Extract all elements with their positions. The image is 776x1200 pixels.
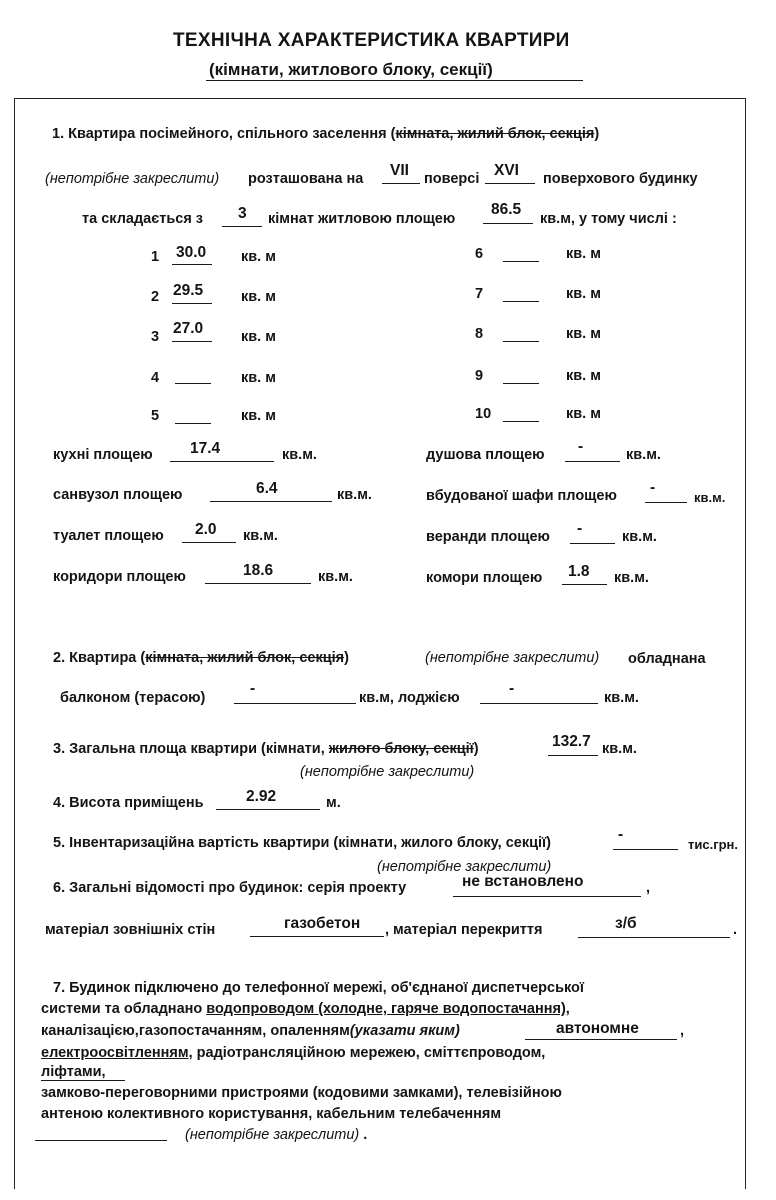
- s1-text-c: поверсі: [424, 171, 480, 187]
- toilet-area: 2.0: [195, 521, 217, 538]
- s2-text-b: обладнана: [628, 651, 706, 667]
- s7-line-1: 7. Будинок підключено до телефонної мережі, об'єднаної диспетчерської: [53, 980, 584, 996]
- storage-unit: кв.м.: [614, 570, 649, 586]
- s1-text-b: розташована на: [248, 171, 364, 187]
- room-4-number: 4: [151, 370, 160, 386]
- room-3-area: 27.0: [173, 320, 204, 337]
- s3-text-a: 3. Загальна площа квартири (кімнати,: [53, 741, 329, 757]
- s2-text-a-end: ): [344, 650, 349, 666]
- rooms-count: 3: [238, 205, 247, 222]
- section-2-line-1: [53, 650, 349, 666]
- room-1-unit: кв. м: [241, 249, 276, 265]
- s7-l8-end: .: [359, 1127, 368, 1143]
- room-5-number: 5: [151, 408, 160, 424]
- room-10-number: 10: [475, 406, 492, 422]
- shower-unit: кв.м.: [626, 447, 661, 463]
- room-2-area: 29.5: [173, 282, 204, 299]
- subtitle-text: (кімнати, житлового блоку, секції): [209, 60, 493, 79]
- s3-strike: жилого блоку, секції: [328, 741, 474, 757]
- shower-label: душова площею: [426, 447, 545, 463]
- room-7-unit: кв. м: [566, 286, 601, 302]
- living-area-value: 86.5: [491, 201, 522, 218]
- room-3-number: 3: [151, 329, 160, 345]
- s3-note: (непотрібне закреслити): [300, 764, 475, 780]
- wardrobe-area: -: [650, 479, 656, 496]
- s7-l2-text: системи та обладнано: [41, 1001, 207, 1017]
- s7-line-7: антеною колективного користування, кабельним телебаченням: [41, 1106, 502, 1122]
- room-1-number: 1: [151, 249, 160, 265]
- room-9-unit: кв. м: [566, 368, 601, 384]
- floors-label: , матеріал перекриття: [385, 922, 543, 938]
- section-1-line-1: [52, 126, 599, 142]
- s2-note: (непотрібне закреслити): [425, 650, 600, 666]
- toilet-unit: кв.м.: [243, 528, 278, 544]
- balcony-area: -: [250, 680, 256, 697]
- s3-text-a-end: ): [473, 741, 479, 757]
- page-subtitle: [209, 60, 493, 80]
- height-value: 2.92: [246, 788, 277, 805]
- s2-text-a: 2. Квартира (: [53, 650, 146, 666]
- corridor-area: 18.6: [243, 562, 274, 579]
- balcony-label: балконом (терасою): [60, 690, 206, 706]
- room-4-unit: кв. м: [241, 370, 276, 386]
- s1-strike: кімната, жилий блок, секція: [395, 126, 595, 142]
- kitchen-area: 17.4: [190, 440, 221, 457]
- balcony-unit: кв.м, лоджією: [359, 690, 460, 706]
- inventory-value: -: [618, 826, 624, 843]
- room-6-number: 6: [475, 246, 484, 262]
- page-title: ТЕХНІЧНА ХАРАКТЕРИСТИКА КВАРТИРИ: [173, 30, 570, 51]
- s7-line-3: [41, 1023, 460, 1039]
- slab-material-value: з/б: [615, 915, 637, 932]
- s1-text-a: 1. Квартира посімейного, спільного заселення (: [52, 126, 396, 142]
- s7-l8-italic: (непотрібне закреслити): [185, 1127, 360, 1143]
- s7-l2-end: ,: [565, 1001, 570, 1017]
- toilet-label: туалет площею: [53, 528, 164, 544]
- s1-text-a-end: ): [594, 126, 600, 142]
- s7-l3-text: каналізацією,газопостачанням, опаленням: [41, 1023, 350, 1039]
- room-8-unit: кв. м: [566, 326, 601, 342]
- s6-label: 6. Загальні відомості про будинок: серія проекту: [53, 880, 407, 896]
- room-6-unit: кв. м: [566, 246, 601, 262]
- total-area-unit: кв.м.: [602, 741, 637, 757]
- project-series-value: не встановлено: [462, 873, 584, 890]
- room-10-unit: кв. м: [566, 406, 601, 422]
- s5-note: (непотрібне закреслити): [377, 859, 552, 875]
- kitchen-label: кухні площею: [53, 447, 153, 463]
- wardrobe-unit: кв.м.: [694, 490, 726, 505]
- room-3-unit: кв. м: [241, 329, 276, 345]
- section-3-line-1: [53, 741, 479, 757]
- floor-value: VII: [390, 162, 409, 179]
- veranda-unit: кв.м.: [622, 529, 657, 545]
- s1-text-f: кімнат житловою площею: [268, 211, 456, 227]
- s7-l3-italic: (указати яким): [349, 1023, 460, 1039]
- s1-text-e: та складається з: [82, 211, 204, 227]
- s7-l2-underlined: водопроводом (холодне, гаряче водопостачання): [206, 1001, 566, 1017]
- walls-label: матеріал зовнішніх стін: [45, 922, 216, 938]
- height-unit: м.: [326, 795, 341, 811]
- room-9-number: 9: [475, 368, 484, 384]
- loggia-area: -: [509, 680, 515, 697]
- s1-text-g: кв.м, у тому числі :: [540, 211, 677, 227]
- s7-l4-text: радіотрансляційною мережею, сміттєпроводом,: [192, 1045, 546, 1061]
- room-2-unit: кв. м: [241, 289, 276, 305]
- room-2-number: 2: [151, 289, 160, 305]
- s7-line-8: [185, 1126, 367, 1144]
- walls-material-value: газобетон: [284, 915, 361, 932]
- veranda-area: -: [577, 520, 583, 537]
- s5-label: 5. Інвентаризаційна вартість квартири (кімнати, жилого блоку, секції): [53, 835, 551, 851]
- kitchen-unit: кв.м.: [282, 447, 317, 463]
- bath-area: 6.4: [256, 480, 278, 497]
- loggia-unit: кв.м.: [604, 690, 639, 706]
- storage-label: комори площею: [426, 570, 543, 586]
- s6-dot: .: [733, 922, 738, 938]
- room-1-area: 30.0: [176, 244, 207, 261]
- wardrobe-label: вбудованої шафи площею: [426, 488, 617, 504]
- s1-note: (непотрібне закреслити): [45, 171, 220, 187]
- floors-total-value: XVI: [494, 162, 519, 179]
- s7-line-5: ліфтами,: [41, 1064, 106, 1080]
- s4-label: 4. Висота приміщень: [53, 795, 204, 811]
- total-area-value: 132.7: [552, 733, 591, 750]
- bath-unit: кв.м.: [337, 487, 372, 503]
- inventory-unit: тис.грн.: [688, 837, 739, 852]
- corridor-unit: кв.м.: [318, 569, 353, 585]
- veranda-label: веранди площею: [426, 529, 550, 545]
- bath-label: санвузол площею: [53, 487, 183, 503]
- heating-value: автономне: [556, 1020, 639, 1037]
- s7-l4-underlined: електроосвітленням,: [41, 1045, 193, 1061]
- room-8-number: 8: [475, 326, 484, 342]
- s6-comma: ,: [646, 880, 651, 896]
- s7-line-4: [41, 1045, 545, 1061]
- shower-area: -: [578, 438, 584, 455]
- room-5-unit: кв. м: [241, 408, 276, 424]
- room-7-number: 7: [475, 286, 484, 302]
- s2-strike: кімната, жилий блок, секція: [145, 650, 345, 666]
- s1-text-d: поверхового будинку: [543, 171, 698, 187]
- s7-l3-comma: ,: [680, 1023, 685, 1039]
- storage-area: 1.8: [568, 563, 590, 580]
- s7-line-2: [41, 1001, 570, 1017]
- corridor-label: коридори площею: [53, 569, 186, 585]
- s7-line-6: замково-переговорними пристроями (кодовими замками), телевізійною: [41, 1085, 562, 1101]
